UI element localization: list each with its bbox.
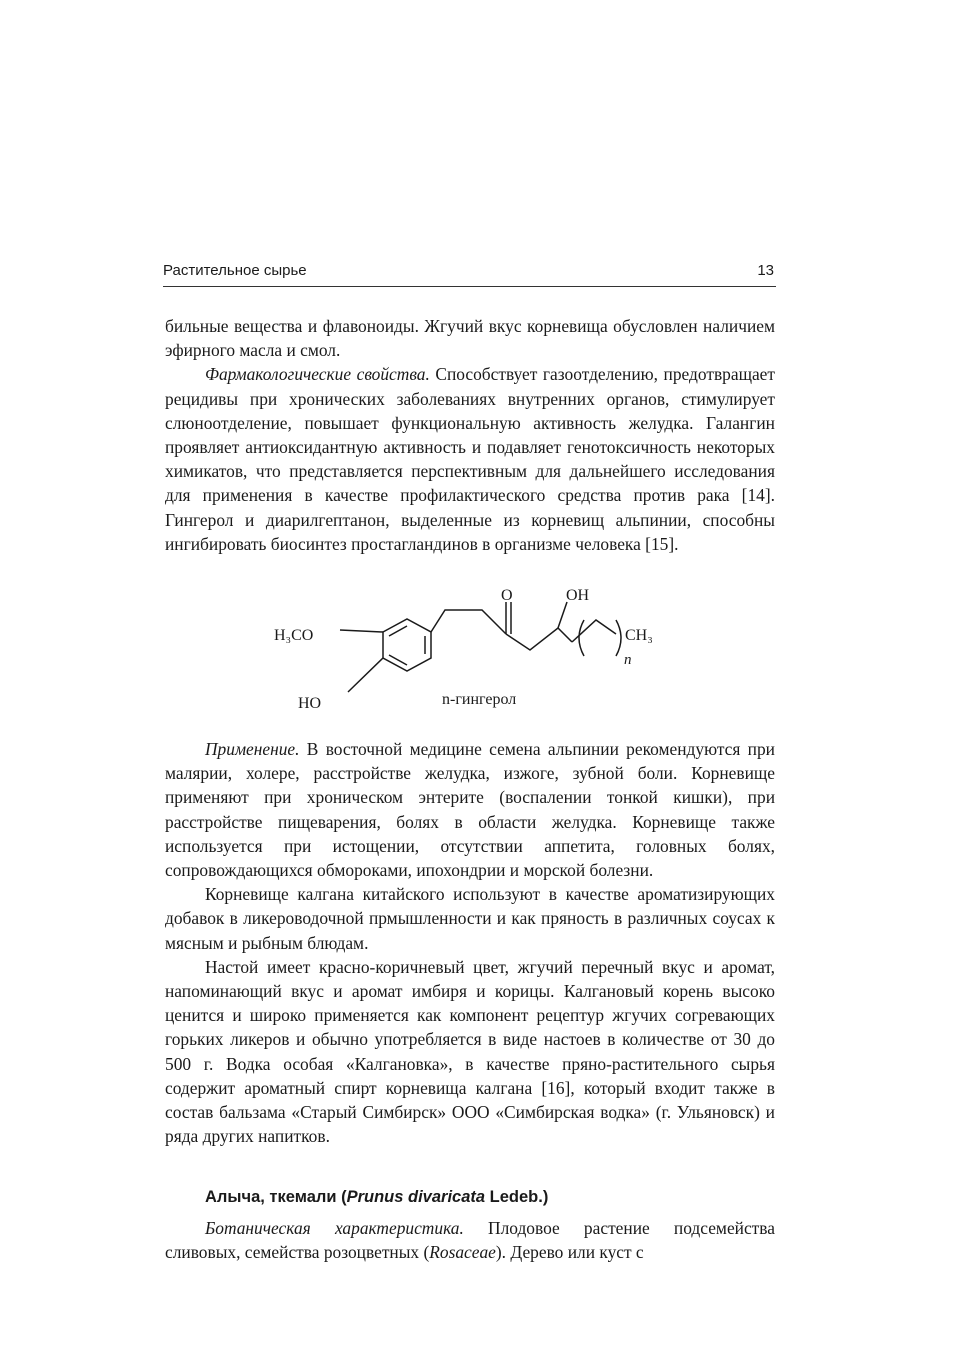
botany-lead: Ботаническая характеристика. bbox=[205, 1218, 464, 1238]
ring-hydroxyl-label: HO bbox=[298, 695, 322, 712]
paragraph-infusion bbox=[165, 955, 775, 1149]
repeat-bracket-left bbox=[579, 620, 584, 656]
chain-bonds bbox=[506, 628, 572, 650]
hydroxyl-bond bbox=[348, 658, 383, 692]
pharmacology-lead: Фармакологические свойства. bbox=[205, 364, 430, 385]
hydroxyl-chain-bond bbox=[558, 602, 567, 628]
page-number: 13 bbox=[757, 262, 774, 279]
section-heading-author: Ledeb.) bbox=[485, 1188, 549, 1206]
text-block-middle bbox=[165, 737, 775, 1148]
gingerol-structure bbox=[270, 582, 690, 722]
application-lead: Применение. bbox=[205, 739, 300, 759]
chain-hydroxyl-label: OH bbox=[566, 587, 590, 604]
methoxy-bond bbox=[340, 630, 383, 632]
paragraph-intro bbox=[165, 314, 775, 362]
text-block-lower bbox=[165, 1216, 775, 1264]
repeat-bracket-right bbox=[616, 620, 621, 656]
paragraph-intro-text: бильные вещества и флавоноиды. Жгучий вкус корневища обусловлен наличием эфирного масла и смол. bbox=[165, 316, 775, 361]
running-header bbox=[163, 262, 776, 287]
botany-family-latin: Rosaceae bbox=[429, 1242, 496, 1263]
methoxy-label: H₃CO bbox=[274, 627, 314, 644]
paragraph-pharmacology bbox=[165, 362, 775, 556]
aroma-text: Корневище калгана китайского используют в качестве ароматизирующих добавок в ликероводочной прмышленности и как пряность в различных соусах к мясным и рыбным блюдам. bbox=[165, 884, 775, 953]
side-chain-bonds bbox=[431, 610, 506, 634]
botany-text-before: Плодовое растение подсемейства сливовых, семейства розоцветных ( bbox=[165, 1218, 775, 1263]
chemical-structure-diagram bbox=[270, 582, 690, 722]
repeat-index-label: n bbox=[624, 652, 632, 668]
application-text: В восточной медицине семена альпинии рекомендуются при малярии, холере, расстройстве желудка, изжоге, зубной боли. Корневище применяют при хроническом энтерите (воспалении тонкой кишки), при расстройстве пищеварения, болях в области желудка. Корневище также используется при истощении, отсутствии аппетита, головных болях, сопровождающихся обмороками, ипохондрии и морской болезни. bbox=[165, 739, 775, 881]
paragraph-aroma bbox=[165, 882, 775, 955]
structure-caption: n-гингерол bbox=[442, 691, 517, 708]
section-heading bbox=[205, 1188, 775, 1207]
section-heading-latin: Prunus divaricata bbox=[346, 1188, 486, 1206]
infusion-text: Настой имеет красно-коричневый цвет, жгучий перечный вкус и аромат, напоминающий вкус и аромат имбиря и корицы. Калгановый корень высоко ценится и широко применяется как компонент рецептур жгучих согревающих горьких ликеров и обычно употребляется в виде настоев в количестве от 30 до 500 г. Водка особая «Калгановка», в качестве пряно-растительного сырья содержит ароматный спирт корневища калгана [16], который входит также в состав бальзама «Старый Симбирск» ООО «Симбирская водка» (г. Ульяновск) и ряда других напитков. bbox=[165, 956, 775, 1147]
section-heading-name: Алыча, ткемали ( bbox=[205, 1188, 347, 1206]
paragraph-botany bbox=[165, 1216, 775, 1264]
paragraph-application bbox=[165, 737, 775, 882]
running-header-title: Растительное сырье bbox=[163, 262, 307, 279]
pharmacology-text: Способствует газоотделению, предотвращает рецидивы при хронических заболеваниях внутренних органов, стимулирует слюноотделение, повышает функциональную активность желудка. Галангин проявляет антиоксидантную активность и подавляет генотоксичность некоторых химикатов, что представляется перспективным для дальнейшего исследования для применения в качестве профилактического средства против рака [14]. Гингерол и диарилгептанон, выделенные из корневищ альпинии, способны ингибировать биосинтез простагландинов в организме человека [15]. bbox=[165, 364, 775, 554]
ketone-oxygen-label: O bbox=[501, 587, 513, 604]
text-block-upper bbox=[165, 314, 775, 556]
methyl-label: CH₃ bbox=[625, 627, 653, 644]
botany-text-after: ). Дерево или куст с bbox=[495, 1242, 644, 1263]
